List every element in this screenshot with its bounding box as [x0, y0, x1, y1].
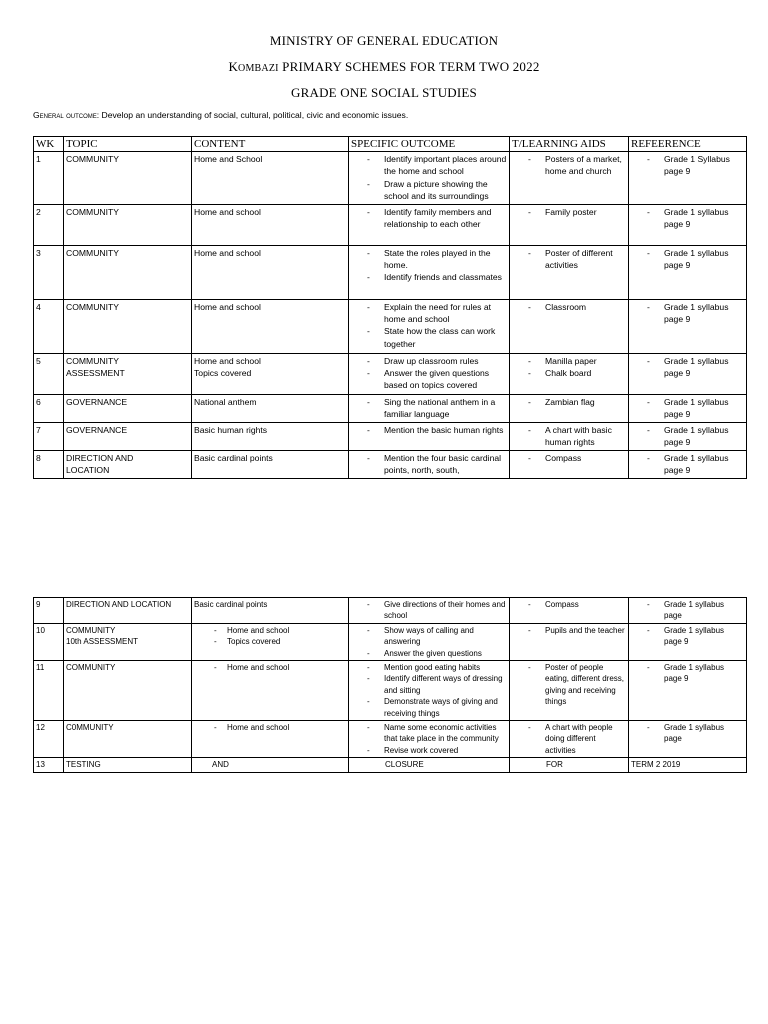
outcome-item: - Name some economic activities that take place in the community: [351, 722, 507, 745]
topic-text: COMMUNITY: [66, 663, 116, 673]
week-number-cell: 7: [34, 422, 64, 450]
specific-outcome-cell: [349, 394, 510, 422]
learning-aids-cell: [510, 422, 629, 450]
learning-aids-cell: [510, 299, 629, 353]
content-cell: [192, 721, 349, 758]
specific-outcome-cell: [349, 152, 510, 205]
learning-aids-cell: [510, 721, 629, 758]
week-number-cell: 12: [34, 721, 64, 758]
table-row: [34, 721, 747, 758]
outcome-item-list: [351, 301, 507, 351]
aid-item: - Posters of a market, home and church: [512, 153, 626, 178]
content-item: - Topics covered: [194, 636, 346, 647]
reference-item-list: [631, 662, 744, 685]
week-number-cell: 2: [34, 204, 64, 245]
content-cell: [192, 661, 349, 721]
reference-item-list: [631, 452, 744, 477]
content-text: Home and School: [194, 154, 263, 164]
specific-outcome-cell: [349, 299, 510, 353]
table-row: [34, 245, 747, 299]
outcome-item-list: [351, 247, 507, 284]
topic-cell: [64, 394, 192, 422]
reference-item: - Grade 1 syllabus page 9: [631, 206, 744, 231]
reference-item-list: [631, 599, 744, 622]
content-cell: [192, 152, 349, 205]
week-number-cell: 4: [34, 299, 64, 353]
aid-item: - Pupils and the teacher: [512, 625, 626, 636]
outcome-item-list: [351, 206, 507, 231]
table-row: [34, 204, 747, 245]
reference-cell: [629, 623, 747, 660]
content-text: Topics covered: [194, 368, 252, 379]
week-number-cell: 13: [34, 758, 64, 772]
col-header-content: CONTENT: [192, 137, 349, 152]
aid-item: - Compass: [512, 452, 626, 464]
table-row: [34, 394, 747, 422]
for-cell: FOR: [510, 758, 629, 772]
content-text: Home and school: [194, 247, 261, 258]
aid-item-list: [512, 662, 626, 708]
outcome-item-list: [351, 396, 507, 421]
outcome-item: - Answer the given questions: [351, 648, 507, 659]
reference-item: - Grade 1 Syllabus page 9: [631, 153, 744, 178]
aid-item-list: [512, 206, 626, 218]
outcome-item: - Draw a picture showing the school and its surroundings: [351, 178, 507, 203]
content-cell: [192, 623, 349, 660]
specific-outcome-cell: [349, 204, 510, 245]
schemes-title: PRIMARY SCHEMES FOR TERM TWO 2022: [278, 59, 540, 74]
col-header-specific-outcome: SPECIFIC OUTCOME: [349, 137, 510, 152]
outcome-item: - Identify family members and relationship to each other: [351, 206, 507, 231]
content-cell: [192, 394, 349, 422]
outcome-item: - Identify different ways of dressing and sitting: [351, 673, 507, 696]
topic-cell: [64, 661, 192, 721]
topic-cell: [64, 598, 192, 624]
specific-outcome-cell: [349, 721, 510, 758]
reference-item-list: [631, 355, 744, 380]
topic-text: COMMUNITY: [66, 301, 119, 312]
outcome-item: - Draw up classroom rules: [351, 355, 507, 367]
topic-text: LOCATION: [66, 465, 110, 476]
specific-outcome-cell: [349, 450, 510, 478]
topic-text: COMMUNITY: [66, 206, 119, 217]
learning-aids-cell: [510, 353, 629, 394]
content-item: - Home and school: [194, 722, 346, 733]
aid-item: - Chalk board: [512, 367, 626, 379]
reference-item: - Grade 1 syllabus page 9: [631, 396, 744, 421]
reference-item-list: [631, 153, 744, 178]
aid-item-list: [512, 722, 626, 756]
reference-cell: [629, 450, 747, 478]
reference-item-list: [631, 722, 744, 745]
topic-cell: [64, 353, 192, 394]
learning-aids-cell: [510, 661, 629, 721]
reference-cell: [629, 598, 747, 624]
outcome-item: - Sing the national anthem in a familiar language: [351, 396, 507, 421]
outcome-item: - State the roles played in the home.: [351, 247, 507, 272]
reference-item-list: [631, 396, 744, 421]
reference-item: - Grade 1 syllabus page: [631, 722, 744, 745]
aid-item-list: [512, 396, 626, 408]
week-number-cell: 8: [34, 450, 64, 478]
content-item: - Home and school: [194, 625, 346, 636]
reference-cell: [629, 422, 747, 450]
outcome-item: - State how the class can work together: [351, 325, 507, 350]
reference-cell: [629, 394, 747, 422]
topic-text: GOVERNANCE: [66, 424, 128, 435]
table-row: [34, 152, 747, 205]
aid-item-list: [512, 301, 626, 313]
school-initial: K: [228, 59, 239, 74]
content-cell: Basic cardinal points: [192, 598, 349, 624]
scheme-table-page-1: [33, 136, 747, 479]
content-cell: [192, 204, 349, 245]
ministry-title: MINISTRY OF GENERAL EDUCATION: [269, 33, 499, 48]
learning-aids-cell: [510, 245, 629, 299]
school-name-rest: OMBAZI: [238, 63, 279, 74]
term-cell: TERM 2 2019: [629, 758, 747, 772]
and-cell: AND: [192, 758, 349, 772]
reference-cell: [629, 353, 747, 394]
outcome-item: - Identify friends and classmates: [351, 271, 507, 283]
topic-cell: [64, 422, 192, 450]
topic-text: GOVERNANCE: [66, 396, 128, 407]
learning-aids-cell: [510, 623, 629, 660]
topic-text: ASSESSMENT: [66, 368, 125, 379]
topic-text: DIRECTION AND LOCATION: [66, 600, 172, 609]
reference-cell: [629, 152, 747, 205]
reference-cell: [629, 299, 747, 353]
topic-text: COMMUNITY: [66, 247, 119, 258]
reference-item: - Grade 1 syllabus page 9: [631, 452, 744, 477]
reference-item: - Grade 1 syllabus page 9: [631, 424, 744, 449]
content-item: - Home and school: [194, 662, 346, 673]
specific-outcome-cell: [349, 353, 510, 394]
outcome-item-list: [351, 625, 507, 659]
outcome-item: - Explain the need for rules at home and school: [351, 301, 507, 326]
outcome-item-list: [351, 662, 507, 719]
topic-text: COMMUNITY: [66, 355, 119, 366]
outcome-item: - Demonstrate ways of giving and receiving things: [351, 696, 507, 719]
table-row: [34, 353, 747, 394]
outcome-item: - Mention the basic human rights: [351, 424, 507, 436]
table-row: [34, 299, 747, 353]
topic-cell: [64, 299, 192, 353]
aid-item: - Family poster: [512, 206, 626, 218]
content-text: Basic cardinal points: [194, 452, 273, 463]
outcome-item: - Mention good eating habits: [351, 662, 507, 673]
outcome-item: - Give directions of their homes and school: [351, 599, 507, 622]
week-number-cell: 5: [34, 353, 64, 394]
closure-cell: CLOSURE: [349, 758, 510, 772]
grade-title: GRADE ONE SOCIAL STUDIES: [291, 85, 477, 100]
table-row: [34, 623, 747, 660]
learning-aids-cell: [510, 152, 629, 205]
content-item-list: [194, 662, 346, 673]
content-text: Home and school: [194, 355, 261, 366]
topic-text: COMMUNITY: [66, 625, 116, 635]
table-row: [34, 661, 747, 721]
aid-item-list: [512, 153, 626, 178]
specific-outcome-cell: [349, 245, 510, 299]
reference-item-list: [631, 206, 744, 231]
content-text: Home and school: [194, 206, 261, 217]
aid-item: - A chart with people doing different activities: [512, 722, 626, 756]
content-text: National anthem: [194, 396, 257, 407]
outcome-item: - Show ways of calling and answering: [351, 625, 507, 648]
reference-item: - Grade 1 syllabus page 9: [631, 662, 744, 685]
outcome-item: - Revise work covered: [351, 745, 507, 756]
reference-cell: [629, 661, 747, 721]
topic-cell: [64, 245, 192, 299]
week-number-cell: 10: [34, 623, 64, 660]
aid-item: - Poster of different activities: [512, 247, 626, 272]
reference-item-list: [631, 301, 744, 326]
topic-cell: [64, 721, 192, 758]
reference-item: - Grade 1 syllabus page 9: [631, 247, 744, 272]
week-number-cell: 1: [34, 152, 64, 205]
reference-item: - Grade 1 syllabus page 9: [631, 625, 744, 648]
learning-aids-cell: [510, 204, 629, 245]
outcome-item: - Identify important places around the home and school: [351, 153, 507, 178]
topic-cell: [64, 152, 192, 205]
table-row: [34, 422, 747, 450]
learning-aids-cell: [510, 450, 629, 478]
week-number-cell: 11: [34, 661, 64, 721]
aid-item: - Classroom: [512, 301, 626, 313]
table-row-closure: [34, 758, 747, 772]
topic-text: DIRECTION AND: [66, 452, 134, 463]
outcome-item: - Answer the given questions based on topics covered: [351, 367, 507, 392]
table-header-row: [34, 137, 747, 152]
reference-item: - Grade 1 syllabus page: [631, 599, 744, 622]
aid-item-list: [512, 452, 626, 464]
reference-cell: [629, 204, 747, 245]
learning-aids-cell: [510, 394, 629, 422]
content-text: Home and school: [194, 301, 261, 312]
specific-outcome-cell: [349, 422, 510, 450]
col-header-topic: TOPIC: [64, 137, 192, 152]
content-item-list: [194, 625, 346, 648]
learning-aids-cell: [510, 598, 629, 624]
table-row: [34, 598, 747, 624]
content-cell: [192, 422, 349, 450]
topic-cell: [64, 204, 192, 245]
reference-item: - Grade 1 syllabus page 9: [631, 301, 744, 326]
week-number-cell: 6: [34, 394, 64, 422]
aid-item-list: [512, 247, 626, 272]
topic-cell: [64, 450, 192, 478]
col-header-learning-aids: T/LEARNING AIDS: [510, 137, 629, 152]
specific-outcome-cell: [349, 598, 510, 624]
outcome-item-list: [351, 722, 507, 756]
reference-item-list: [631, 247, 744, 272]
general-outcome-text: Develop an understanding of social, cultural, political, civic and economic issues.: [99, 110, 409, 120]
reference-cell: [629, 721, 747, 758]
aid-item-list: [512, 625, 626, 636]
aid-item: - Compass: [512, 599, 626, 610]
week-number-cell: 3: [34, 245, 64, 299]
week-number-cell: 9: [34, 598, 64, 624]
reference-cell: [629, 245, 747, 299]
specific-outcome-cell: [349, 623, 510, 660]
topic-cell: [64, 623, 192, 660]
topic-text: C0MMUNITY: [66, 723, 114, 733]
outcome-item: - Mention the four basic cardinal points, north, south,: [351, 452, 507, 477]
reference-item-list: [631, 424, 744, 449]
aid-item: - Zambian flag: [512, 396, 626, 408]
aid-item-list: [512, 355, 626, 380]
table-row: [34, 450, 747, 478]
specific-outcome-cell: [349, 661, 510, 721]
aid-item: - A chart with basic human rights: [512, 424, 626, 449]
general-outcome: [33, 110, 408, 120]
outcome-item-list: [351, 153, 507, 203]
outcome-item-list: [351, 424, 507, 436]
aid-item: - Manilla paper: [512, 355, 626, 367]
aid-item-list: [512, 599, 626, 610]
general-outcome-label: General outcome:: [33, 110, 100, 120]
content-item-list: [194, 722, 346, 733]
content-cell: [192, 245, 349, 299]
col-header-reference: REFEERENCE: [629, 137, 747, 152]
content-text: Basic human rights: [194, 424, 268, 435]
aid-item: - Poster of people eating, different dress, giving and receiving things: [512, 662, 626, 708]
testing-cell: TESTING: [64, 758, 192, 772]
reference-item-list: [631, 625, 744, 648]
outcome-item-list: [351, 599, 507, 622]
school-title: [0, 59, 768, 75]
content-cell: [192, 353, 349, 394]
outcome-item-list: [351, 355, 507, 392]
topic-text: 10th ASSESSMENT: [66, 637, 139, 647]
col-header-wk: WK: [34, 137, 64, 152]
topic-text: COMMUNITY: [66, 154, 119, 164]
content-cell: [192, 450, 349, 478]
aid-item-list: [512, 424, 626, 449]
reference-item: - Grade 1 syllabus page 9: [631, 355, 744, 380]
outcome-item-list: [351, 452, 507, 477]
content-cell: [192, 299, 349, 353]
scheme-table-page-2: [33, 597, 747, 773]
